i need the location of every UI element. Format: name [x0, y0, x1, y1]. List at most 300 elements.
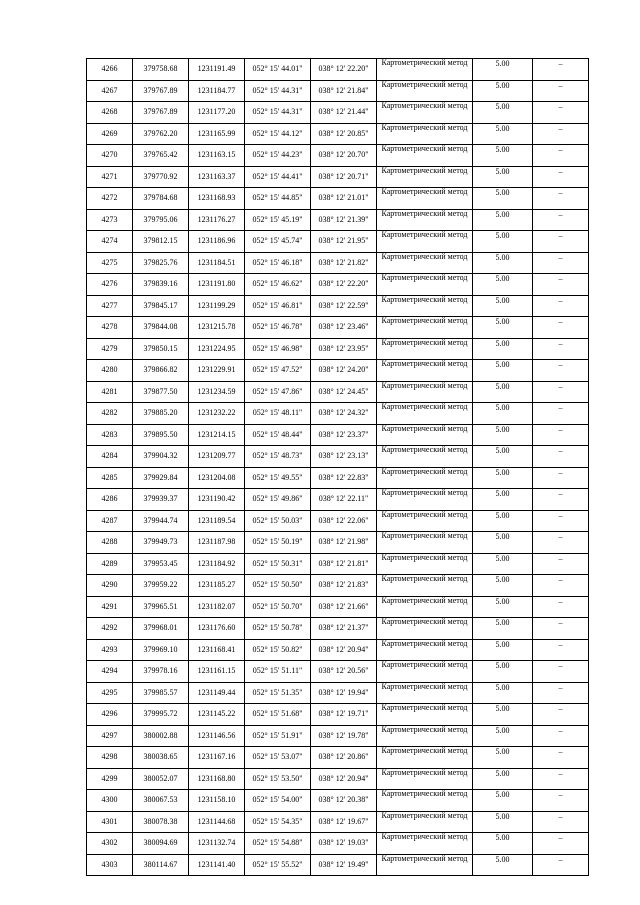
- note-cell: –: [533, 510, 589, 532]
- method-cell: Картометрический метод: [377, 274, 473, 296]
- accuracy-cell: 5.00: [473, 467, 533, 489]
- longitude-cell: 038° 12' 19.49": [311, 854, 377, 876]
- x-coordinate-cell: 379877.50: [133, 381, 189, 403]
- longitude-cell: 038° 12' 21.37": [311, 618, 377, 640]
- latitude-cell: 052° 15' 44.12": [245, 123, 311, 145]
- longitude-cell: 038° 12' 20.94": [311, 639, 377, 661]
- y-coordinate-cell: 1231161.15: [189, 661, 245, 683]
- point-number-cell: 4280: [87, 360, 133, 382]
- y-coordinate-cell: 1231163.15: [189, 145, 245, 167]
- longitude-cell: 038° 12' 23.37": [311, 424, 377, 446]
- point-number-cell: 4302: [87, 833, 133, 855]
- y-coordinate-cell: 1231168.93: [189, 188, 245, 210]
- y-coordinate-cell: 1231149.44: [189, 682, 245, 704]
- accuracy-cell: 5.00: [473, 811, 533, 833]
- y-coordinate-cell: 1231215.78: [189, 317, 245, 339]
- y-coordinate-cell: 1231232.22: [189, 403, 245, 425]
- table-row: [87, 682, 589, 704]
- method-cell: Картометрический метод: [377, 596, 473, 618]
- accuracy-cell: 5.00: [473, 59, 533, 81]
- y-coordinate-cell: 1231145.22: [189, 704, 245, 726]
- x-coordinate-cell: 379959.22: [133, 575, 189, 597]
- note-cell: –: [533, 424, 589, 446]
- longitude-cell: 038° 12' 21.81": [311, 553, 377, 575]
- x-coordinate-cell: 379767.89: [133, 102, 189, 124]
- latitude-cell: 052° 15' 50.82": [245, 639, 311, 661]
- longitude-cell: 038° 12' 23.95": [311, 338, 377, 360]
- note-cell: –: [533, 166, 589, 188]
- table-row: [87, 768, 589, 790]
- method-cell: Картометрический метод: [377, 231, 473, 253]
- x-coordinate-cell: 379965.51: [133, 596, 189, 618]
- method-cell: Картометрический метод: [377, 59, 473, 81]
- table-row: [87, 209, 589, 231]
- y-coordinate-cell: 1231229.91: [189, 360, 245, 382]
- method-cell: Картометрический метод: [377, 80, 473, 102]
- note-cell: –: [533, 553, 589, 575]
- latitude-cell: 052° 15' 55.52": [245, 854, 311, 876]
- point-number-cell: 4292: [87, 618, 133, 640]
- point-number-cell: 4298: [87, 747, 133, 769]
- note-cell: –: [533, 790, 589, 812]
- table-row: [87, 188, 589, 210]
- table-row: [87, 145, 589, 167]
- note-cell: –: [533, 59, 589, 81]
- latitude-cell: 052° 15' 54.88": [245, 833, 311, 855]
- table-row: [87, 489, 589, 511]
- latitude-cell: 052° 15' 48.44": [245, 424, 311, 446]
- point-number-cell: 4282: [87, 403, 133, 425]
- latitude-cell: 052° 15' 50.78": [245, 618, 311, 640]
- point-number-cell: 4283: [87, 424, 133, 446]
- latitude-cell: 052° 15' 46.78": [245, 317, 311, 339]
- y-coordinate-cell: 1231146.56: [189, 725, 245, 747]
- x-coordinate-cell: 379939.37: [133, 489, 189, 511]
- table-row: [87, 467, 589, 489]
- latitude-cell: 052° 15' 51.11": [245, 661, 311, 683]
- accuracy-cell: 5.00: [473, 231, 533, 253]
- point-number-cell: 4267: [87, 80, 133, 102]
- table-row: [87, 510, 589, 532]
- point-number-cell: 4297: [87, 725, 133, 747]
- note-cell: –: [533, 725, 589, 747]
- point-number-cell: 4276: [87, 274, 133, 296]
- x-coordinate-cell: 379844.08: [133, 317, 189, 339]
- table-row: [87, 747, 589, 769]
- note-cell: –: [533, 145, 589, 167]
- method-cell: Картометрический метод: [377, 833, 473, 855]
- y-coordinate-cell: 1231189.54: [189, 510, 245, 532]
- accuracy-cell: 5.00: [473, 338, 533, 360]
- longitude-cell: 038° 12' 19.67": [311, 811, 377, 833]
- y-coordinate-cell: 1231234.59: [189, 381, 245, 403]
- latitude-cell: 052° 15' 47.52": [245, 360, 311, 382]
- longitude-cell: 038° 12' 21.39": [311, 209, 377, 231]
- table-row: [87, 59, 589, 81]
- table-row: [87, 102, 589, 124]
- note-cell: –: [533, 682, 589, 704]
- note-cell: –: [533, 360, 589, 382]
- table-row: [87, 618, 589, 640]
- longitude-cell: 038° 12' 22.83": [311, 467, 377, 489]
- longitude-cell: 038° 12' 24.45": [311, 381, 377, 403]
- x-coordinate-cell: 379969.10: [133, 639, 189, 661]
- latitude-cell: 052° 15' 44.41": [245, 166, 311, 188]
- x-coordinate-cell: 379770.92: [133, 166, 189, 188]
- table-row: [87, 704, 589, 726]
- y-coordinate-cell: 1231214.15: [189, 424, 245, 446]
- latitude-cell: 052° 15' 51.35": [245, 682, 311, 704]
- note-cell: –: [533, 532, 589, 554]
- x-coordinate-cell: 379995.72: [133, 704, 189, 726]
- note-cell: –: [533, 317, 589, 339]
- accuracy-cell: 5.00: [473, 768, 533, 790]
- accuracy-cell: 5.00: [473, 510, 533, 532]
- point-number-cell: 4289: [87, 553, 133, 575]
- y-coordinate-cell: 1231224.95: [189, 338, 245, 360]
- x-coordinate-cell: 379949.73: [133, 532, 189, 554]
- longitude-cell: 038° 12' 20.85": [311, 123, 377, 145]
- accuracy-cell: 5.00: [473, 704, 533, 726]
- point-number-cell: 4294: [87, 661, 133, 683]
- accuracy-cell: 5.00: [473, 381, 533, 403]
- table-row: [87, 381, 589, 403]
- x-coordinate-cell: 379795.06: [133, 209, 189, 231]
- point-number-cell: 4271: [87, 166, 133, 188]
- method-cell: Картометрический метод: [377, 338, 473, 360]
- y-coordinate-cell: 1231176.27: [189, 209, 245, 231]
- note-cell: –: [533, 575, 589, 597]
- note-cell: –: [533, 102, 589, 124]
- y-coordinate-cell: 1231165.99: [189, 123, 245, 145]
- accuracy-cell: 5.00: [473, 145, 533, 167]
- table-row: [87, 317, 589, 339]
- point-number-cell: 4290: [87, 575, 133, 597]
- longitude-cell: 038° 12' 21.84": [311, 80, 377, 102]
- point-number-cell: 4301: [87, 811, 133, 833]
- table-body: [87, 59, 589, 876]
- note-cell: –: [533, 704, 589, 726]
- accuracy-cell: 5.00: [473, 102, 533, 124]
- point-number-cell: 4284: [87, 446, 133, 468]
- method-cell: Картометрический метод: [377, 553, 473, 575]
- method-cell: Картометрический метод: [377, 145, 473, 167]
- longitude-cell: 038° 12' 21.44": [311, 102, 377, 124]
- method-cell: Картометрический метод: [377, 725, 473, 747]
- longitude-cell: 038° 12' 20.56": [311, 661, 377, 683]
- latitude-cell: 052° 15' 50.70": [245, 596, 311, 618]
- method-cell: Картометрический метод: [377, 747, 473, 769]
- accuracy-cell: 5.00: [473, 446, 533, 468]
- x-coordinate-cell: 380002.88: [133, 725, 189, 747]
- y-coordinate-cell: 1231199.29: [189, 295, 245, 317]
- longitude-cell: 038° 12' 22.20": [311, 59, 377, 81]
- longitude-cell: 038° 12' 23.13": [311, 446, 377, 468]
- table-row: [87, 575, 589, 597]
- point-number-cell: 4299: [87, 768, 133, 790]
- longitude-cell: 038° 12' 20.38": [311, 790, 377, 812]
- accuracy-cell: 5.00: [473, 833, 533, 855]
- table-row: [87, 403, 589, 425]
- latitude-cell: 052° 15' 46.98": [245, 338, 311, 360]
- x-coordinate-cell: 379812.15: [133, 231, 189, 253]
- latitude-cell: 052° 15' 46.18": [245, 252, 311, 274]
- y-coordinate-cell: 1231184.92: [189, 553, 245, 575]
- y-coordinate-cell: 1231168.41: [189, 639, 245, 661]
- accuracy-cell: 5.00: [473, 575, 533, 597]
- note-cell: –: [533, 811, 589, 833]
- latitude-cell: 052° 15' 44.31": [245, 80, 311, 102]
- point-number-cell: 4291: [87, 596, 133, 618]
- table-row: [87, 790, 589, 812]
- point-number-cell: 4303: [87, 854, 133, 876]
- latitude-cell: 052° 15' 51.91": [245, 725, 311, 747]
- point-number-cell: 4278: [87, 317, 133, 339]
- point-number-cell: 4281: [87, 381, 133, 403]
- y-coordinate-cell: 1231185.27: [189, 575, 245, 597]
- note-cell: –: [533, 489, 589, 511]
- note-cell: –: [533, 854, 589, 876]
- note-cell: –: [533, 403, 589, 425]
- point-number-cell: 4274: [87, 231, 133, 253]
- note-cell: –: [533, 467, 589, 489]
- latitude-cell: 052° 15' 45.74": [245, 231, 311, 253]
- table-row: [87, 661, 589, 683]
- latitude-cell: 052° 15' 47.86": [245, 381, 311, 403]
- accuracy-cell: 5.00: [473, 682, 533, 704]
- table-row: [87, 274, 589, 296]
- table-row: [87, 725, 589, 747]
- accuracy-cell: 5.00: [473, 252, 533, 274]
- longitude-cell: 038° 12' 19.78": [311, 725, 377, 747]
- longitude-cell: 038° 12' 20.94": [311, 768, 377, 790]
- note-cell: –: [533, 661, 589, 683]
- accuracy-cell: 5.00: [473, 618, 533, 640]
- note-cell: –: [533, 209, 589, 231]
- y-coordinate-cell: 1231184.77: [189, 80, 245, 102]
- method-cell: Картометрический метод: [377, 618, 473, 640]
- accuracy-cell: 5.00: [473, 123, 533, 145]
- point-number-cell: 4273: [87, 209, 133, 231]
- table-row: [87, 231, 589, 253]
- table-row: [87, 811, 589, 833]
- latitude-cell: 052° 15' 46.62": [245, 274, 311, 296]
- longitude-cell: 038° 12' 22.06": [311, 510, 377, 532]
- note-cell: –: [533, 446, 589, 468]
- note-cell: –: [533, 833, 589, 855]
- method-cell: Картометрический метод: [377, 317, 473, 339]
- x-coordinate-cell: 379978.16: [133, 661, 189, 683]
- y-coordinate-cell: 1231132.74: [189, 833, 245, 855]
- x-coordinate-cell: 380114.67: [133, 854, 189, 876]
- table-row: [87, 833, 589, 855]
- table-row: [87, 854, 589, 876]
- x-coordinate-cell: 379762.20: [133, 123, 189, 145]
- table-row: [87, 532, 589, 554]
- latitude-cell: 052° 15' 44.85": [245, 188, 311, 210]
- coordinates-table: [86, 58, 589, 876]
- method-cell: Картометрический метод: [377, 467, 473, 489]
- method-cell: Картометрический метод: [377, 252, 473, 274]
- longitude-cell: 038° 12' 20.70": [311, 145, 377, 167]
- x-coordinate-cell: 379929.84: [133, 467, 189, 489]
- latitude-cell: 052° 15' 50.31": [245, 553, 311, 575]
- method-cell: Картометрический метод: [377, 682, 473, 704]
- note-cell: –: [533, 80, 589, 102]
- table-row: [87, 252, 589, 274]
- table-row: [87, 553, 589, 575]
- latitude-cell: 052° 15' 49.55": [245, 467, 311, 489]
- latitude-cell: 052° 15' 54.00": [245, 790, 311, 812]
- accuracy-cell: 5.00: [473, 553, 533, 575]
- latitude-cell: 052° 15' 54.35": [245, 811, 311, 833]
- point-number-cell: 4295: [87, 682, 133, 704]
- latitude-cell: 052° 15' 51.68": [245, 704, 311, 726]
- y-coordinate-cell: 1231186.96: [189, 231, 245, 253]
- table-row: [87, 338, 589, 360]
- y-coordinate-cell: 1231184.51: [189, 252, 245, 274]
- accuracy-cell: 5.00: [473, 854, 533, 876]
- point-number-cell: 4286: [87, 489, 133, 511]
- note-cell: –: [533, 747, 589, 769]
- accuracy-cell: 5.00: [473, 274, 533, 296]
- latitude-cell: 052° 15' 53.50": [245, 768, 311, 790]
- x-coordinate-cell: 380078.38: [133, 811, 189, 833]
- longitude-cell: 038° 12' 21.98": [311, 532, 377, 554]
- point-number-cell: 4270: [87, 145, 133, 167]
- x-coordinate-cell: 379895.50: [133, 424, 189, 446]
- y-coordinate-cell: 1231163.37: [189, 166, 245, 188]
- accuracy-cell: 5.00: [473, 596, 533, 618]
- note-cell: –: [533, 618, 589, 640]
- method-cell: Картометрический метод: [377, 768, 473, 790]
- method-cell: Картометрический метод: [377, 489, 473, 511]
- y-coordinate-cell: 1231191.49: [189, 59, 245, 81]
- x-coordinate-cell: 379845.17: [133, 295, 189, 317]
- method-cell: Картометрический метод: [377, 360, 473, 382]
- longitude-cell: 038° 12' 22.59": [311, 295, 377, 317]
- accuracy-cell: 5.00: [473, 295, 533, 317]
- latitude-cell: 052° 15' 45.19": [245, 209, 311, 231]
- accuracy-cell: 5.00: [473, 360, 533, 382]
- method-cell: Картометрический метод: [377, 123, 473, 145]
- x-coordinate-cell: 380067.53: [133, 790, 189, 812]
- table-row: [87, 80, 589, 102]
- latitude-cell: 052° 15' 44.31": [245, 102, 311, 124]
- method-cell: Картометрический метод: [377, 166, 473, 188]
- point-number-cell: 4275: [87, 252, 133, 274]
- accuracy-cell: 5.00: [473, 209, 533, 231]
- x-coordinate-cell: 380052.07: [133, 768, 189, 790]
- method-cell: Картометрический метод: [377, 424, 473, 446]
- table-row: [87, 639, 589, 661]
- longitude-cell: 038° 12' 24.32": [311, 403, 377, 425]
- point-number-cell: 4269: [87, 123, 133, 145]
- y-coordinate-cell: 1231191.80: [189, 274, 245, 296]
- latitude-cell: 052° 15' 48.11": [245, 403, 311, 425]
- point-number-cell: 4266: [87, 59, 133, 81]
- longitude-cell: 038° 12' 19.03": [311, 833, 377, 855]
- x-coordinate-cell: 379767.89: [133, 80, 189, 102]
- x-coordinate-cell: 379968.01: [133, 618, 189, 640]
- accuracy-cell: 5.00: [473, 403, 533, 425]
- note-cell: –: [533, 252, 589, 274]
- method-cell: Картометрический метод: [377, 295, 473, 317]
- longitude-cell: 038° 12' 21.83": [311, 575, 377, 597]
- note-cell: –: [533, 188, 589, 210]
- x-coordinate-cell: 379850.15: [133, 338, 189, 360]
- latitude-cell: 052° 15' 46.81": [245, 295, 311, 317]
- latitude-cell: 052° 15' 50.19": [245, 532, 311, 554]
- method-cell: Картометрический метод: [377, 661, 473, 683]
- accuracy-cell: 5.00: [473, 489, 533, 511]
- method-cell: Картометрический метод: [377, 102, 473, 124]
- point-number-cell: 4287: [87, 510, 133, 532]
- method-cell: Картометрический метод: [377, 403, 473, 425]
- method-cell: Картометрический метод: [377, 704, 473, 726]
- method-cell: Картометрический метод: [377, 188, 473, 210]
- latitude-cell: 052° 15' 44.23": [245, 145, 311, 167]
- longitude-cell: 038° 12' 21.82": [311, 252, 377, 274]
- table-row: [87, 166, 589, 188]
- latitude-cell: 052° 15' 49.86": [245, 489, 311, 511]
- point-number-cell: 4293: [87, 639, 133, 661]
- note-cell: –: [533, 639, 589, 661]
- accuracy-cell: 5.00: [473, 188, 533, 210]
- y-coordinate-cell: 1231204.08: [189, 467, 245, 489]
- longitude-cell: 038° 12' 24.20": [311, 360, 377, 382]
- note-cell: –: [533, 768, 589, 790]
- table-row: [87, 424, 589, 446]
- latitude-cell: 052° 15' 50.50": [245, 575, 311, 597]
- y-coordinate-cell: 1231182.07: [189, 596, 245, 618]
- y-coordinate-cell: 1231176.60: [189, 618, 245, 640]
- x-coordinate-cell: 379839.16: [133, 274, 189, 296]
- method-cell: Картометрический метод: [377, 790, 473, 812]
- table-row: [87, 596, 589, 618]
- x-coordinate-cell: 379953.45: [133, 553, 189, 575]
- y-coordinate-cell: 1231168.80: [189, 768, 245, 790]
- accuracy-cell: 5.00: [473, 725, 533, 747]
- longitude-cell: 038° 12' 19.71": [311, 704, 377, 726]
- y-coordinate-cell: 1231187.98: [189, 532, 245, 554]
- point-number-cell: 4277: [87, 295, 133, 317]
- longitude-cell: 038° 12' 22.11": [311, 489, 377, 511]
- y-coordinate-cell: 1231167.16: [189, 747, 245, 769]
- method-cell: Картометрический метод: [377, 446, 473, 468]
- note-cell: –: [533, 596, 589, 618]
- point-number-cell: 4272: [87, 188, 133, 210]
- note-cell: –: [533, 274, 589, 296]
- note-cell: –: [533, 381, 589, 403]
- point-number-cell: 4296: [87, 704, 133, 726]
- point-number-cell: 4285: [87, 467, 133, 489]
- x-coordinate-cell: 379866.82: [133, 360, 189, 382]
- accuracy-cell: 5.00: [473, 80, 533, 102]
- accuracy-cell: 5.00: [473, 166, 533, 188]
- latitude-cell: 052° 15' 53.07": [245, 747, 311, 769]
- x-coordinate-cell: 379825.76: [133, 252, 189, 274]
- accuracy-cell: 5.00: [473, 317, 533, 339]
- x-coordinate-cell: 379885.20: [133, 403, 189, 425]
- accuracy-cell: 5.00: [473, 790, 533, 812]
- y-coordinate-cell: 1231158.10: [189, 790, 245, 812]
- table-row: [87, 123, 589, 145]
- x-coordinate-cell: 380038.65: [133, 747, 189, 769]
- longitude-cell: 038° 12' 21.66": [311, 596, 377, 618]
- longitude-cell: 038° 12' 21.01": [311, 188, 377, 210]
- y-coordinate-cell: 1231177.20: [189, 102, 245, 124]
